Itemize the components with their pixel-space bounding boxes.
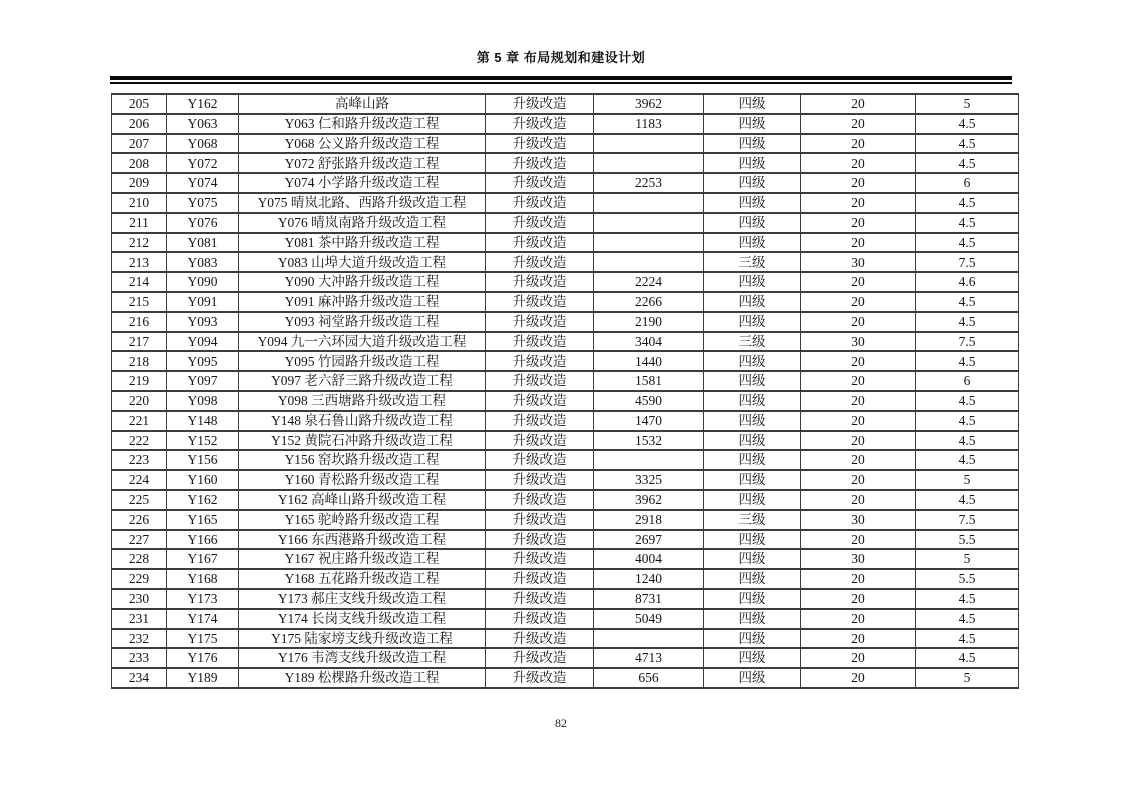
cell-design-speed: 20 <box>801 153 916 173</box>
cell-project-name: Y189 松棵路升级改造工程 <box>239 668 486 688</box>
cell-seq: 213 <box>112 252 167 272</box>
cell-construction-type: 升级改造 <box>486 510 594 530</box>
cell-road-grade: 三级 <box>704 252 801 272</box>
cell-design-speed: 20 <box>801 411 916 431</box>
cell-road-grade: 四级 <box>704 272 801 292</box>
cell-project-name: Y173 郝庄支线升级改造工程 <box>239 589 486 609</box>
table-row <box>112 450 1019 470</box>
cell-road-code: Y189 <box>167 668 239 688</box>
cell-construction-type: 升级改造 <box>486 252 594 272</box>
cell-design-speed: 20 <box>801 312 916 332</box>
cell-design-speed: 20 <box>801 530 916 550</box>
cell-seq: 206 <box>112 114 167 134</box>
cell-length: 2190 <box>594 312 704 332</box>
cell-design-speed: 30 <box>801 252 916 272</box>
cell-length: 5049 <box>594 609 704 629</box>
cell-roadbed-width: 4.5 <box>916 411 1019 431</box>
cell-roadbed-width: 4.5 <box>916 312 1019 332</box>
header-rule <box>110 76 1012 84</box>
cell-project-name: Y063 仁和路升级改造工程 <box>239 114 486 134</box>
cell-roadbed-width: 4.5 <box>916 589 1019 609</box>
table-row <box>112 411 1019 431</box>
cell-construction-type: 升级改造 <box>486 391 594 411</box>
cell-road-grade: 四级 <box>704 173 801 193</box>
cell-project-name: Y075 晴岚北路、西路升级改造工程 <box>239 193 486 213</box>
cell-construction-type: 升级改造 <box>486 134 594 154</box>
cell-length: 1183 <box>594 114 704 134</box>
cell-project-name: Y168 五花路升级改造工程 <box>239 569 486 589</box>
cell-project-name: Y097 老六舒三路升级改造工程 <box>239 371 486 391</box>
cell-seq: 225 <box>112 490 167 510</box>
cell-seq: 218 <box>112 351 167 371</box>
cell-construction-type: 升级改造 <box>486 648 594 668</box>
page-number: 82 <box>555 716 567 730</box>
cell-roadbed-width: 5 <box>916 470 1019 490</box>
cell-length <box>594 629 704 649</box>
cell-project-name: Y165 驼岭路升级改造工程 <box>239 510 486 530</box>
cell-roadbed-width: 4.5 <box>916 391 1019 411</box>
cell-seq: 217 <box>112 332 167 352</box>
table-row <box>112 629 1019 649</box>
cell-road-grade: 四级 <box>704 530 801 550</box>
table-row <box>112 530 1019 550</box>
cell-road-grade: 四级 <box>704 490 801 510</box>
cell-road-grade: 四级 <box>704 450 801 470</box>
cell-construction-type: 升级改造 <box>486 153 594 173</box>
cell-project-name: Y175 陆家塝支线升级改造工程 <box>239 629 486 649</box>
cell-length: 1581 <box>594 371 704 391</box>
cell-seq: 221 <box>112 411 167 431</box>
cell-construction-type: 升级改造 <box>486 312 594 332</box>
cell-road-grade: 四级 <box>704 648 801 668</box>
cell-road-grade: 四级 <box>704 629 801 649</box>
cell-road-grade: 四级 <box>704 193 801 213</box>
cell-roadbed-width: 4.5 <box>916 609 1019 629</box>
cell-seq: 212 <box>112 233 167 253</box>
cell-design-speed: 20 <box>801 94 916 114</box>
cell-project-name: 高峰山路 <box>239 94 486 114</box>
cell-project-name: Y068 公义路升级改造工程 <box>239 134 486 154</box>
cell-design-speed: 20 <box>801 173 916 193</box>
cell-roadbed-width: 4.5 <box>916 450 1019 470</box>
table-row <box>112 213 1019 233</box>
cell-construction-type: 升级改造 <box>486 470 594 490</box>
cell-seq: 234 <box>112 668 167 688</box>
cell-construction-type: 升级改造 <box>486 193 594 213</box>
cell-design-speed: 20 <box>801 351 916 371</box>
cell-road-grade: 四级 <box>704 569 801 589</box>
cell-project-name: Y094 九一六环园大道升级改造工程 <box>239 332 486 352</box>
cell-length: 3962 <box>594 94 704 114</box>
table-row <box>112 549 1019 569</box>
cell-construction-type: 升级改造 <box>486 668 594 688</box>
cell-design-speed: 20 <box>801 193 916 213</box>
cell-roadbed-width: 4.5 <box>916 431 1019 451</box>
cell-seq: 233 <box>112 648 167 668</box>
cell-length: 2918 <box>594 510 704 530</box>
cell-roadbed-width: 7.5 <box>916 332 1019 352</box>
cell-road-grade: 四级 <box>704 94 801 114</box>
cell-length: 2266 <box>594 292 704 312</box>
cell-project-name: Y148 泉石鲁山路升级改造工程 <box>239 411 486 431</box>
cell-design-speed: 20 <box>801 233 916 253</box>
cell-project-name: Y167 祝庄路升级改造工程 <box>239 549 486 569</box>
cell-construction-type: 升级改造 <box>486 490 594 510</box>
cell-seq: 211 <box>112 213 167 233</box>
cell-road-code: Y072 <box>167 153 239 173</box>
cell-roadbed-width: 5.5 <box>916 530 1019 550</box>
cell-roadbed-width: 4.5 <box>916 213 1019 233</box>
cell-construction-type: 升级改造 <box>486 233 594 253</box>
table-row <box>112 292 1019 312</box>
cell-design-speed: 20 <box>801 470 916 490</box>
cell-design-speed: 20 <box>801 134 916 154</box>
cell-road-grade: 四级 <box>704 411 801 431</box>
cell-seq: 224 <box>112 470 167 490</box>
cell-road-code: Y175 <box>167 629 239 649</box>
cell-construction-type: 升级改造 <box>486 351 594 371</box>
cell-road-code: Y063 <box>167 114 239 134</box>
cell-roadbed-width: 4.5 <box>916 134 1019 154</box>
cell-roadbed-width: 7.5 <box>916 252 1019 272</box>
cell-road-code: Y162 <box>167 490 239 510</box>
cell-project-name: Y076 晴岚南路升级改造工程 <box>239 213 486 233</box>
cell-length: 656 <box>594 668 704 688</box>
table-row <box>112 431 1019 451</box>
cell-road-grade: 四级 <box>704 470 801 490</box>
cell-project-name: Y098 三西塘路升级改造工程 <box>239 391 486 411</box>
cell-roadbed-width: 6 <box>916 371 1019 391</box>
cell-design-speed: 30 <box>801 549 916 569</box>
cell-road-code: Y152 <box>167 431 239 451</box>
cell-seq: 229 <box>112 569 167 589</box>
cell-length <box>594 153 704 173</box>
cell-roadbed-width: 4.5 <box>916 193 1019 213</box>
cell-length: 3404 <box>594 332 704 352</box>
cell-roadbed-width: 6 <box>916 173 1019 193</box>
cell-construction-type: 升级改造 <box>486 292 594 312</box>
table-row <box>112 351 1019 371</box>
cell-road-code: Y090 <box>167 272 239 292</box>
table-body <box>112 94 1019 688</box>
cell-roadbed-width: 4.5 <box>916 233 1019 253</box>
cell-road-grade: 四级 <box>704 292 801 312</box>
cell-length: 2253 <box>594 173 704 193</box>
cell-seq: 228 <box>112 549 167 569</box>
table-row <box>112 173 1019 193</box>
cell-construction-type: 升级改造 <box>486 609 594 629</box>
cell-road-code: Y176 <box>167 648 239 668</box>
cell-road-code: Y165 <box>167 510 239 530</box>
cell-roadbed-width: 4.6 <box>916 272 1019 292</box>
table-row <box>112 470 1019 490</box>
cell-road-grade: 四级 <box>704 549 801 569</box>
cell-project-name: Y162 高峰山路升级改造工程 <box>239 490 486 510</box>
table-row <box>112 648 1019 668</box>
cell-road-grade: 四级 <box>704 114 801 134</box>
cell-seq: 232 <box>112 629 167 649</box>
table-row <box>112 668 1019 688</box>
cell-roadbed-width: 4.5 <box>916 648 1019 668</box>
cell-road-grade: 三级 <box>704 510 801 530</box>
cell-length: 4713 <box>594 648 704 668</box>
cell-design-speed: 30 <box>801 332 916 352</box>
cell-design-speed: 20 <box>801 213 916 233</box>
cell-project-name: Y072 舒张路升级改造工程 <box>239 153 486 173</box>
cell-seq: 223 <box>112 450 167 470</box>
cell-seq: 207 <box>112 134 167 154</box>
table-row <box>112 233 1019 253</box>
cell-road-code: Y167 <box>167 549 239 569</box>
cell-seq: 230 <box>112 589 167 609</box>
table-row <box>112 193 1019 213</box>
cell-length: 2697 <box>594 530 704 550</box>
cell-construction-type: 升级改造 <box>486 549 594 569</box>
cell-design-speed: 20 <box>801 648 916 668</box>
cell-construction-type: 升级改造 <box>486 94 594 114</box>
cell-seq: 208 <box>112 153 167 173</box>
cell-design-speed: 20 <box>801 629 916 649</box>
cell-length <box>594 193 704 213</box>
road-projects-table <box>111 93 1019 689</box>
cell-project-name: Y093 祠堂路升级改造工程 <box>239 312 486 332</box>
table-row <box>112 94 1019 114</box>
cell-roadbed-width: 5 <box>916 549 1019 569</box>
cell-roadbed-width: 7.5 <box>916 510 1019 530</box>
page-title: 第 5 章 布局规划和建设计划 <box>476 50 646 65</box>
cell-road-code: Y093 <box>167 312 239 332</box>
cell-project-name: Y074 小学路升级改造工程 <box>239 173 486 193</box>
cell-road-grade: 四级 <box>704 589 801 609</box>
table-row <box>112 569 1019 589</box>
cell-design-speed: 20 <box>801 450 916 470</box>
cell-road-code: Y083 <box>167 252 239 272</box>
cell-road-grade: 四级 <box>704 312 801 332</box>
cell-project-name: Y160 青松路升级改造工程 <box>239 470 486 490</box>
cell-road-grade: 四级 <box>704 153 801 173</box>
cell-length: 4004 <box>594 549 704 569</box>
table-row <box>112 589 1019 609</box>
cell-length <box>594 233 704 253</box>
cell-construction-type: 升级改造 <box>486 213 594 233</box>
cell-design-speed: 20 <box>801 569 916 589</box>
cell-seq: 205 <box>112 94 167 114</box>
cell-design-speed: 20 <box>801 490 916 510</box>
cell-construction-type: 升级改造 <box>486 450 594 470</box>
cell-construction-type: 升级改造 <box>486 569 594 589</box>
cell-roadbed-width: 4.5 <box>916 114 1019 134</box>
cell-project-name: Y091 麻冲路升级改造工程 <box>239 292 486 312</box>
cell-roadbed-width: 5 <box>916 668 1019 688</box>
table-row <box>112 153 1019 173</box>
cell-road-grade: 四级 <box>704 233 801 253</box>
cell-design-speed: 20 <box>801 589 916 609</box>
cell-project-name: Y176 韦湾支线升级改造工程 <box>239 648 486 668</box>
table-row <box>112 272 1019 292</box>
cell-project-name: Y156 窑坎路升级改造工程 <box>239 450 486 470</box>
cell-construction-type: 升级改造 <box>486 431 594 451</box>
cell-project-name: Y090 大冲路升级改造工程 <box>239 272 486 292</box>
cell-design-speed: 20 <box>801 668 916 688</box>
cell-road-code: Y076 <box>167 213 239 233</box>
cell-seq: 220 <box>112 391 167 411</box>
table-row <box>112 371 1019 391</box>
cell-construction-type: 升级改造 <box>486 629 594 649</box>
table-row <box>112 510 1019 530</box>
cell-road-code: Y075 <box>167 193 239 213</box>
table-row <box>112 312 1019 332</box>
cell-length <box>594 252 704 272</box>
cell-length: 1440 <box>594 351 704 371</box>
cell-road-code: Y156 <box>167 450 239 470</box>
cell-seq: 216 <box>112 312 167 332</box>
table-row <box>112 609 1019 629</box>
cell-road-code: Y173 <box>167 589 239 609</box>
cell-length: 3325 <box>594 470 704 490</box>
cell-road-code: Y098 <box>167 391 239 411</box>
cell-road-grade: 四级 <box>704 134 801 154</box>
cell-road-grade: 四级 <box>704 213 801 233</box>
table-row <box>112 391 1019 411</box>
cell-seq: 215 <box>112 292 167 312</box>
cell-road-grade: 四级 <box>704 431 801 451</box>
table-row <box>112 252 1019 272</box>
cell-length: 8731 <box>594 589 704 609</box>
cell-construction-type: 升级改造 <box>486 530 594 550</box>
cell-design-speed: 20 <box>801 431 916 451</box>
cell-design-speed: 20 <box>801 371 916 391</box>
cell-road-code: Y148 <box>167 411 239 431</box>
table-row <box>112 490 1019 510</box>
cell-road-grade: 四级 <box>704 371 801 391</box>
cell-seq: 231 <box>112 609 167 629</box>
cell-road-code: Y091 <box>167 292 239 312</box>
cell-roadbed-width: 5 <box>916 94 1019 114</box>
cell-seq: 222 <box>112 431 167 451</box>
cell-length: 3962 <box>594 490 704 510</box>
cell-construction-type: 升级改造 <box>486 114 594 134</box>
cell-road-code: Y074 <box>167 173 239 193</box>
cell-project-name: Y083 山埠大道升级改造工程 <box>239 252 486 272</box>
cell-design-speed: 20 <box>801 272 916 292</box>
cell-road-grade: 四级 <box>704 391 801 411</box>
cell-length: 2224 <box>594 272 704 292</box>
cell-length: 1532 <box>594 431 704 451</box>
cell-road-grade: 三级 <box>704 332 801 352</box>
cell-road-grade: 四级 <box>704 351 801 371</box>
cell-seq: 210 <box>112 193 167 213</box>
cell-design-speed: 20 <box>801 609 916 629</box>
cell-length <box>594 450 704 470</box>
cell-roadbed-width: 4.5 <box>916 153 1019 173</box>
cell-road-code: Y168 <box>167 569 239 589</box>
cell-design-speed: 20 <box>801 114 916 134</box>
cell-project-name: Y174 长岗支线升级改造工程 <box>239 609 486 629</box>
cell-length: 1240 <box>594 569 704 589</box>
cell-seq: 214 <box>112 272 167 292</box>
cell-length <box>594 134 704 154</box>
cell-road-grade: 四级 <box>704 668 801 688</box>
cell-design-speed: 20 <box>801 292 916 312</box>
cell-length: 4590 <box>594 391 704 411</box>
cell-construction-type: 升级改造 <box>486 173 594 193</box>
table-row <box>112 114 1019 134</box>
cell-construction-type: 升级改造 <box>486 589 594 609</box>
cell-road-code: Y081 <box>167 233 239 253</box>
cell-road-code: Y174 <box>167 609 239 629</box>
cell-project-name: Y081 茶中路升级改造工程 <box>239 233 486 253</box>
cell-seq: 227 <box>112 530 167 550</box>
cell-construction-type: 升级改造 <box>486 411 594 431</box>
cell-road-code: Y095 <box>167 351 239 371</box>
cell-construction-type: 升级改造 <box>486 272 594 292</box>
cell-road-code: Y162 <box>167 94 239 114</box>
cell-road-code: Y166 <box>167 530 239 550</box>
cell-project-name: Y152 黄院石冲路升级改造工程 <box>239 431 486 451</box>
cell-road-code: Y094 <box>167 332 239 352</box>
cell-seq: 209 <box>112 173 167 193</box>
cell-length <box>594 213 704 233</box>
cell-roadbed-width: 4.5 <box>916 490 1019 510</box>
cell-road-code: Y097 <box>167 371 239 391</box>
table-row <box>112 134 1019 154</box>
cell-seq: 226 <box>112 510 167 530</box>
cell-design-speed: 30 <box>801 510 916 530</box>
cell-project-name: Y166 东西港路升级改造工程 <box>239 530 486 550</box>
cell-roadbed-width: 4.5 <box>916 351 1019 371</box>
table-row <box>112 332 1019 352</box>
cell-roadbed-width: 4.5 <box>916 292 1019 312</box>
cell-roadbed-width: 4.5 <box>916 629 1019 649</box>
cell-design-speed: 20 <box>801 391 916 411</box>
cell-seq: 219 <box>112 371 167 391</box>
cell-road-code: Y160 <box>167 470 239 490</box>
cell-road-grade: 四级 <box>704 609 801 629</box>
cell-construction-type: 升级改造 <box>486 371 594 391</box>
cell-construction-type: 升级改造 <box>486 332 594 352</box>
cell-roadbed-width: 5.5 <box>916 569 1019 589</box>
cell-road-code: Y068 <box>167 134 239 154</box>
header-rule-thin-line <box>110 82 1012 84</box>
cell-project-name: Y095 竹园路升级改造工程 <box>239 351 486 371</box>
cell-length: 1470 <box>594 411 704 431</box>
